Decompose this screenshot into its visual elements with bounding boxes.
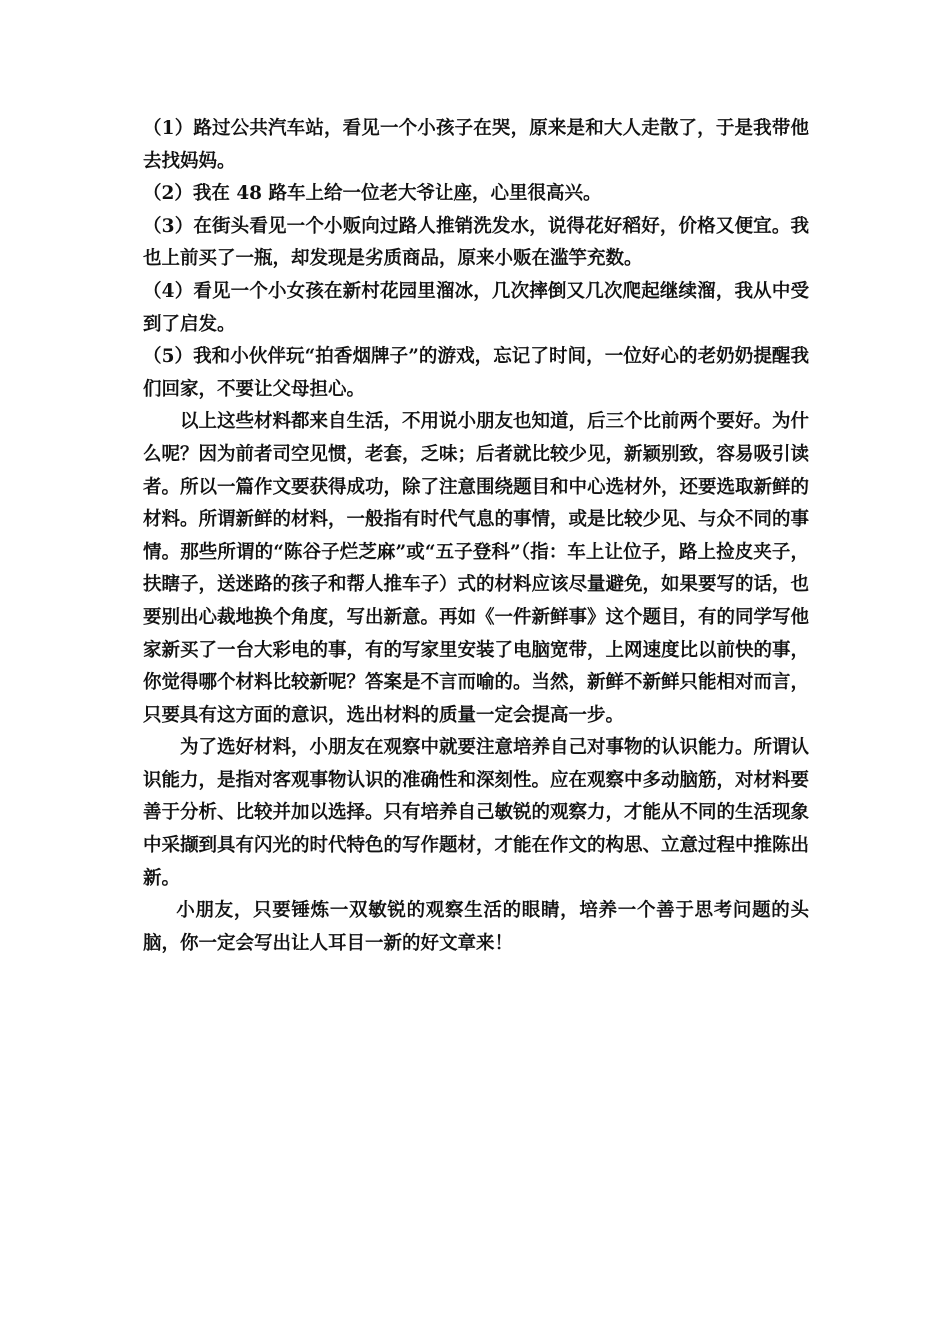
body-paragraph-1: 以上这些材料都来自生活，不用说小朋友也知道，后三个比前两个要好。为什么呢？因为前者司空见惯，老套，乏味；后者就比较少见，新颖别致，容易吸引读者。所以一篇作文要获得成功，除了注意围绕题目和中心选材外，还要选取新鲜的材料。所谓新鲜的材料，一般指有时代气息的事情，或是比较少见、与众不同的事情。那些所谓的“陈谷子烂芝麻”或“五子登科”（指：车上让位子，路上捡皮夹子，扶瞎子，送迷路的孩子和帮人推车子）式的材料应该尽量避免，如果要写的话，也要别出心裁地换个角度，写出新意。再如《一件新鲜事》这个题目，有的同学写他家新买了一台大彩电的事，有的写家里安装了电脑宽带，上网速度比以前快的事，你觉得哪个材料比较新呢？答案是不言而喻的。当然，新鲜不新鲜只能相对而言，只要具有这方面的意识，选出材料的质量一定会提高一步。 bbox=[143, 411, 810, 726]
document-page bbox=[143, 113, 809, 960]
list-item-1: （1）路过公共汽车站，看见一个小孩子在哭，原来是和大人走散了，于是我带他去找妈妈。 bbox=[143, 118, 809, 172]
closing-paragraph: 小朋友，只要锤炼一双敏锐的观察生活的眼睛，培养一个善于思考问题的头脑，你一定会写出让人耳目一新的好文章来！ bbox=[143, 900, 809, 954]
body-paragraph-2: 为了选好材料，小朋友在观察中就要注意培养自己对事物的认识能力。所谓认识能力，是指对客观事物认识的准确性和深刻性。应在观察中多动脑筋，对材料要善于分析、比较并加以选择。只有培养自己敏锐的观察力，才能从不同的生活现象中采撷到具有闪光的时代特色的写作题材，才能在作文的构思、立意过程中推陈出新。 bbox=[143, 737, 810, 889]
list-item-2: （2）我在 48 路车上给一位老大爷让座，心里很高兴。 bbox=[143, 183, 602, 205]
list-item-5: （5）我和小伙伴玩“拍香烟牌子”的游戏，忘记了时间，一位好心的老奶奶提醒我们回家，不要让父母担心。 bbox=[143, 346, 809, 400]
list-item-3: （3）在街头看见一个小贩向过路人推销洗发水，说得花好稻好，价格又便宜。我也上前买了一瓶，却发现是劣质商品，原来小贩在滥竽充数。 bbox=[143, 215, 809, 270]
list-item-4: （4）看见一个小女孩在新村花园里溜冰，几次摔倒又几次爬起继续溜，我从中受到了启发。 bbox=[143, 280, 809, 335]
